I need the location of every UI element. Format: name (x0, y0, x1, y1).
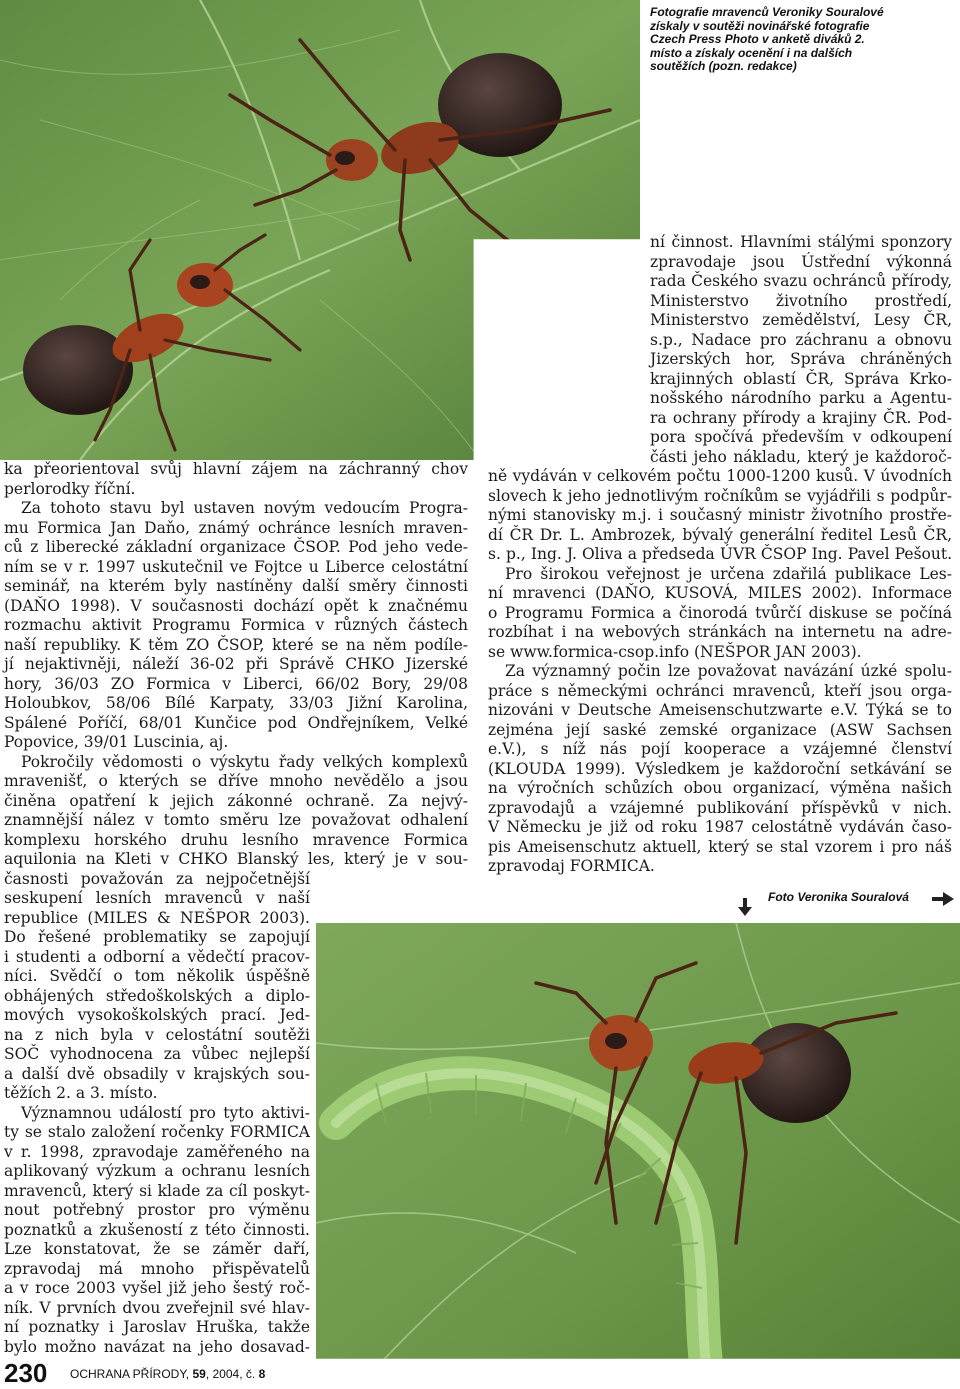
text-line: nout potřebný prostor pro výměnu (4, 1201, 310, 1219)
text-line: jí nejaktivněji, náleží 36-02 při Správě CHKO Jizerské (4, 655, 468, 673)
text-line: seminář, na kterém byly nastíněny další směry činnosti (4, 577, 468, 595)
text-line: perlorodky říční. (4, 479, 136, 498)
text-line: se www.formica-csop.info (NEŠPOR JAN 2003). (488, 642, 862, 661)
text-line: ců z liberecké základní organizace ČSOP. Pod jeho vede- (4, 538, 468, 556)
text-line: SOČ vyhodnocena za vůbec nejlepší (4, 1045, 310, 1063)
text-line: rozmachu aktivit Programu Formica v různých částech (4, 616, 468, 634)
text-line: Pokročily vědomosti o výskytu řady velkých komplexů (21, 752, 468, 771)
text-line: ní poznatky i Jaroslav Hruška, takže (4, 1318, 310, 1336)
caption-line: místo a získaly ocenění i na dalších (650, 45, 853, 60)
text-line: nizováni v Deutsche Ameisenschutzwarte e.V. Týká se to (488, 701, 952, 719)
text-line: nošského národního parku a Agentu- (650, 389, 952, 407)
text-line: ní činnost. Hlavními stálými sponzory (650, 233, 952, 251)
text-line: pora spočívá především v odkoupení (650, 428, 952, 446)
text-line: (KLOUDA 1999). Výsledkem je každoroční setkávání se (488, 759, 952, 778)
text-line: a další dvě obsadily v krajských sou- (4, 1064, 310, 1083)
text-line: slovech k jeho jednotlivým ročníkům se vyjádřili s podpůr- (488, 486, 952, 505)
text-line: bylo možno navázat na jeho dosavad- (4, 1337, 310, 1356)
text-line: ra ochrany přírody a krajiny ČR. Pod- (650, 408, 952, 427)
arrow-right-icon (932, 892, 954, 906)
text-line: Popovice, 39/01 Luscinia, aj. (4, 733, 229, 751)
text-line: zejména její saské zemské organizace (ASW Sachsen (488, 720, 952, 739)
text-line: Lze konstatovat, že se záměr daří, (4, 1240, 310, 1258)
text-line: mravenců, který si klade za cíl poskyt- (4, 1181, 310, 1200)
magazine-year: , 2004, č. (205, 1367, 256, 1381)
text-line: krajinných oblastí ČR, Správa Krko- (650, 369, 952, 388)
caption-line: Fotografie mravenců Veroniky Souralové (650, 5, 884, 19)
text-line: časnosti považován za nejpočetnější (4, 869, 310, 888)
text-line: Ministerstvo zemědělství, Lesy ČR, (650, 311, 952, 329)
arrow-down-icon (738, 898, 752, 916)
text-line: části jeho nákladu, který je každoroč- (650, 447, 952, 466)
text-line: Holoubkov, 58/06 Bílé Karpaty, 33/03 Jižní Karolina, (4, 694, 468, 712)
text-line: republice (MILES & NEŠPOR 2003). (4, 908, 310, 927)
text-line: (DAŇO 1998). V současnosti dochází opět k značnému (4, 596, 468, 615)
text-line: dí ČR Dr. L. Ambrozek, bývalý generální ředitel Lesů ČR, (488, 525, 952, 544)
bottom-photo-image (316, 923, 960, 1389)
text-line: naší republiky. K těm ZO ČSOP, které se na něm podíle- (4, 635, 468, 654)
text-line: ka přeorientoval svůj hlavní zájem na záchranný chov (4, 460, 468, 478)
text-line: Jizerských hor, Správa chráněných (650, 350, 952, 368)
text-line: ně vydáván v celkovém počtu 1000-1200 kusů. V úvodních (488, 467, 952, 485)
magazine-volume: 59 (192, 1367, 206, 1381)
text-line: i studenti a odborní a vědečtí pracov- (4, 947, 310, 966)
text-line: níci. Svědčí o tom několik úspěšně (4, 967, 310, 985)
text-line: s. p., Ing. J. Oliva a předseda ÚVR ČSOP Ing. Pavel Pešout. (488, 545, 952, 563)
photo-caption (650, 6, 950, 74)
text-line: ní mravenci (DAŇO, KUSOVÁ, MILES 2002). Informace (488, 584, 952, 602)
text-line: těžích 2. a 3. místo. (4, 1084, 158, 1102)
magazine-name: OCHRANA PŘÍRODY, (70, 1367, 190, 1381)
text-line: mravenišť, o kterých se dříve mnoho nevědělo a jsou (4, 772, 468, 790)
text-line: ty se stalo založení ročenky FORMICA (4, 1123, 310, 1141)
photo-credit: Foto Veronika Souralová (768, 890, 909, 904)
text-line: obhájených středoškolských a diplo- (4, 986, 310, 1005)
text-line: Do řešené problematiky se zapojují (4, 928, 310, 946)
top-photo-ants-on-leaf (0, 0, 640, 460)
text-line: Ministerstvo životního prostředí, (650, 291, 952, 310)
text-line: Významnou událostí pro tyto aktivi- (21, 1103, 310, 1122)
text-line: mových vysokoškolských prací. Jed- (4, 1006, 310, 1024)
text-line: s.p., Nadace pro záchranu a obnovu (650, 330, 952, 349)
text-line: aplikovaný výzkum a ochranu lesních (4, 1162, 310, 1180)
text-line: komplexu horského druhu lesního mravence Formica (4, 830, 468, 849)
text-line: rada Českého svazu ochránců přírody, (650, 272, 952, 290)
text-line: Za tohoto stavu byl ustaven novým vedoucím Progra- (21, 499, 468, 517)
text-line: Pro širokou veřejnost je určena zdařilá publikace Les- (505, 564, 952, 583)
text-line: v r. 1998, zpravodaje zaměřeného na (4, 1142, 310, 1161)
text-line: znamnější nález v tomto směru lze považovat odhalení (4, 811, 468, 829)
text-line: poznatků a zkušeností z této činnosti. (4, 1220, 310, 1239)
text-line: práce s německými ochránci mravenců, kteří jsou orga- (488, 681, 952, 700)
bottom-photo-ant-and-caterpillar (316, 923, 960, 1389)
page-number: 230 (4, 1358, 48, 1388)
caption-line: Czech Press Photo v anketě diváků 2. (650, 32, 865, 46)
text-line: seskupení lesních mravenců v naší (4, 889, 310, 907)
text-line: rozbíhat i na webových stránkách na internetu na adre- (488, 623, 952, 641)
text-line: o Programu Formica a činorodá tvůrčí diskuse se počíná (488, 603, 952, 622)
text-line: zpravodaj FORMICA. (488, 857, 655, 875)
text-line: ník. V prvních dvou zveřejnil své hlav- (4, 1298, 310, 1317)
text-line: činěna opatření k jejich zákonné ochraně. Za nejvý- (4, 791, 468, 810)
text-line: Spálené Poříčí, 68/01 Kunčice pod Ondřejníkem, Velké (4, 713, 468, 732)
text-line: ním se v r. 1997 uskutečnil ve Fojtce u Liberce celostátní (4, 557, 468, 576)
text-line: e.V.), s níž nás pojí kooperace a vzájemné členství (488, 740, 952, 758)
caption-line: soutěžích (pozn. redakce) (650, 59, 797, 73)
text-line: hory, 36/03 ZO Formica v Liberci, 66/02 Bory, 29/08 (4, 674, 468, 693)
text-line: pis Ameisenschutz aktuell, který se stal vzorem i pro náš (488, 837, 952, 856)
top-photo-image (0, 0, 640, 460)
text-line: Za významný počin lze považovat navázání úzké spolu- (505, 662, 952, 680)
text-line: a v roce 2003 vyšel již jeho šestý roč- (4, 1279, 310, 1297)
text-line: zpravodajů a vzájemné publikování příspěvků v nich. (488, 798, 952, 817)
text-line: V Německu je již od roku 1987 celostátně vydáván časo- (488, 818, 952, 836)
text-line: zpravodaje jsou Ústřední výkonná (650, 252, 952, 271)
text-line: aquilonia na Kleti v CHKO Blanský les, který je v sou- (4, 850, 468, 868)
text-line: na z nich byla v celostátní soutěži (4, 1025, 310, 1044)
magazine-issue: 8 (258, 1367, 266, 1381)
magazine-reference (70, 1367, 265, 1381)
text-line: nými stanovisky m.j. i současný ministr životního prostře- (488, 506, 952, 524)
text-line: mu Formica Jan Daňo, známý ochránce lesních mraven- (4, 518, 468, 537)
text-line: na výročních schůzích obou organizací, výměna našich (488, 779, 952, 797)
caption-line: získaly v soutěži novinářské fotografie (650, 18, 870, 33)
text-line: zpravodaj má mnoho přispěvatelů (4, 1259, 310, 1278)
